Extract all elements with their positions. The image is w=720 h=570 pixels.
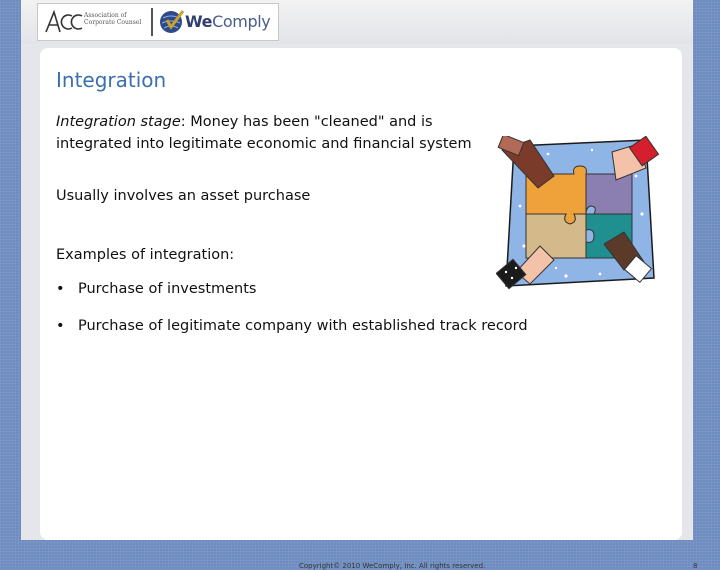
slide-title: Integration — [56, 68, 167, 92]
bullet-symbol: • — [56, 318, 65, 334]
note-paragraph: Usually involves an asset purchase — [56, 188, 311, 204]
examples-heading: Examples of integration: — [56, 247, 235, 263]
logo-banner — [37, 3, 279, 41]
definition-text: : Money has been "cleaned" and is integrated into legitimate economic and financial system — [56, 114, 472, 152]
header-strip — [21, 0, 693, 44]
wecomply-globe-icon — [159, 8, 185, 36]
wecomply-logo-suffix: Comply — [212, 12, 271, 31]
bullet-text: Purchase of investments — [78, 281, 257, 297]
wecomply-logo-prefix: We — [185, 12, 213, 31]
definition-paragraph — [56, 111, 486, 155]
bullet-item — [56, 315, 528, 337]
acc-subtitle — [84, 12, 141, 26]
acc-logo — [44, 8, 84, 36]
puzzle-hands-illustration — [496, 136, 660, 296]
bullet-item — [56, 278, 256, 300]
acc-subtitle-line: Corporate Counsel — [84, 19, 142, 26]
acc-subtitle-line: Association of — [84, 12, 127, 19]
definition-term: Integration stage — [56, 114, 181, 130]
page-number: 8 — [693, 562, 698, 570]
copyright-footer: Copyright© 2010 WeComply, Inc. All rights reserved. — [299, 562, 486, 570]
logo-divider — [151, 8, 153, 36]
wecomply-logo-text — [185, 12, 270, 31]
bullet-symbol: • — [56, 281, 65, 297]
bullet-text: Purchase of legitimate company with established track record — [78, 318, 528, 334]
